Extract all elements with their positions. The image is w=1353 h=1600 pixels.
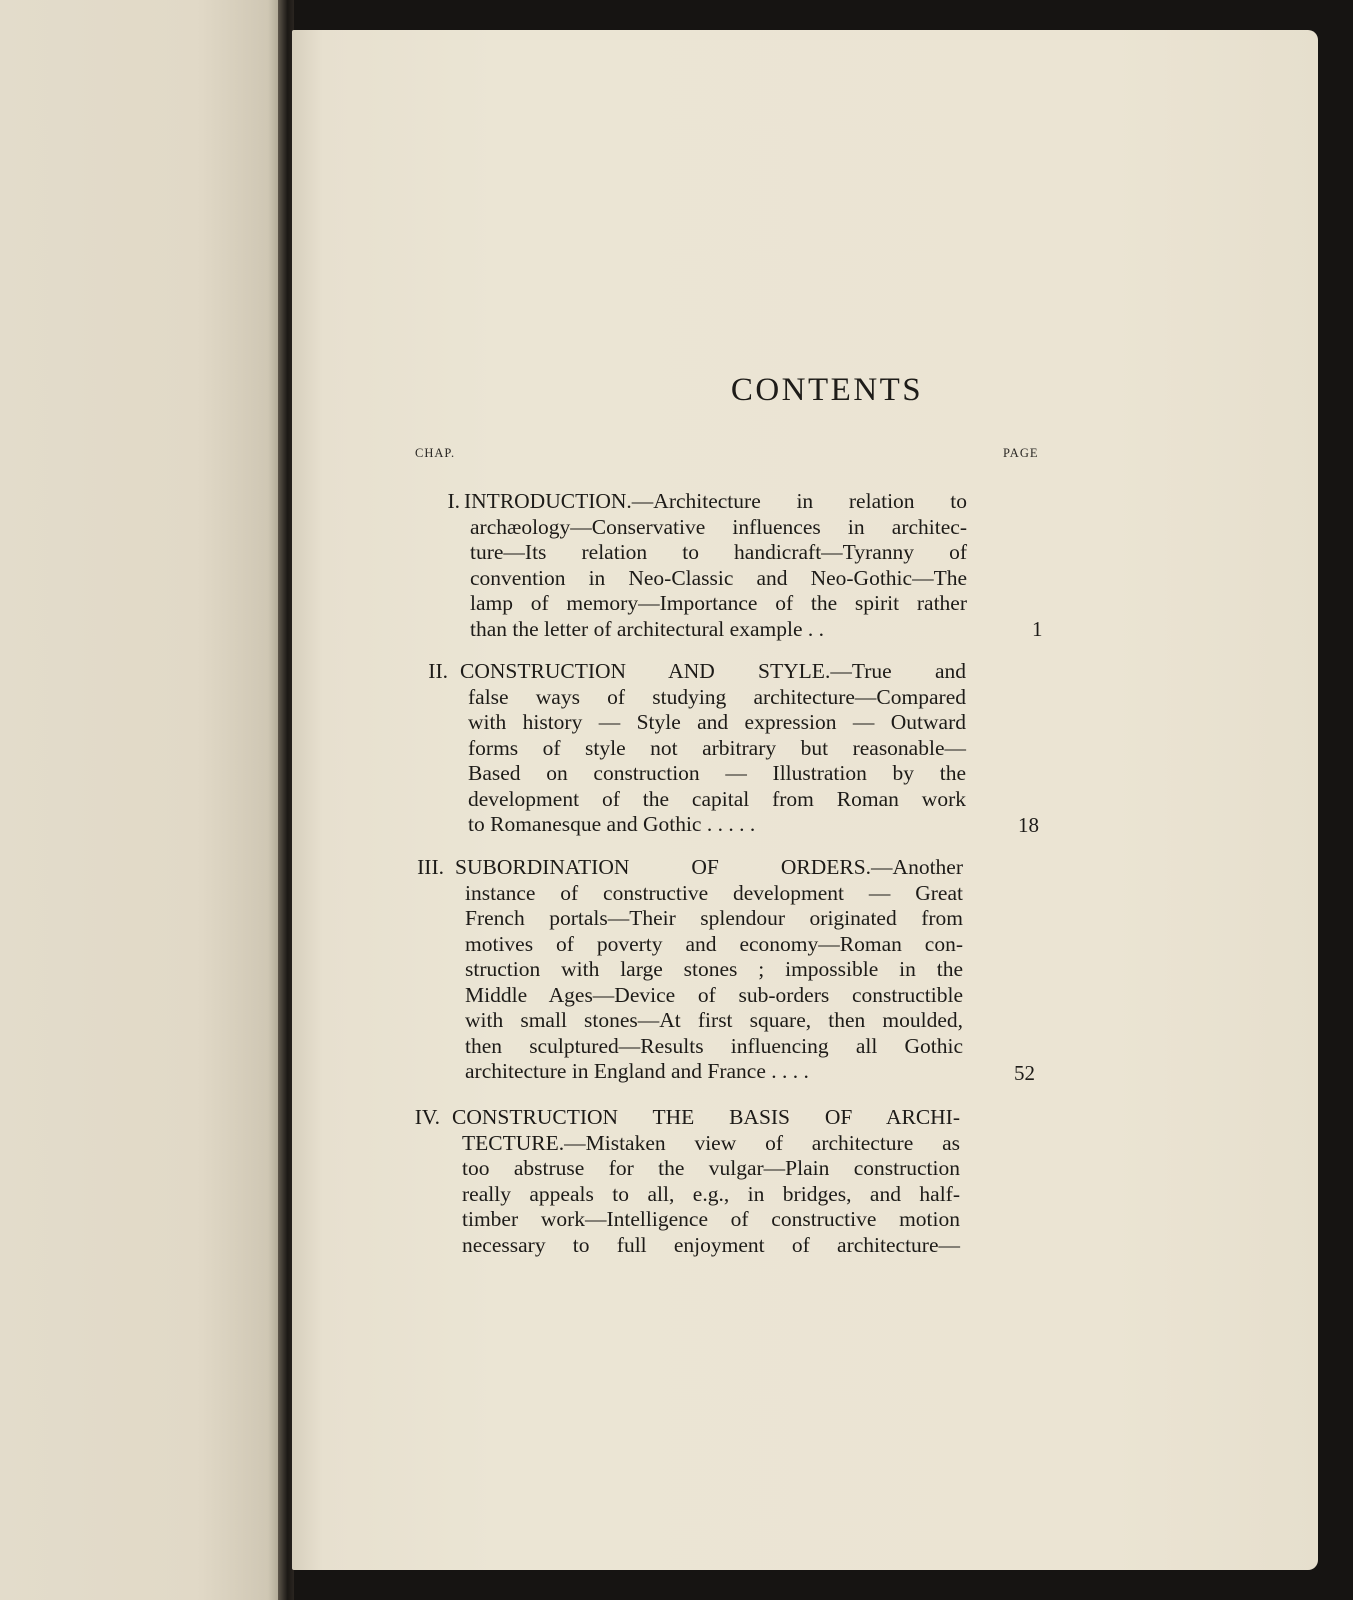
chapter-line: false ways of studying architecture—Compared <box>468 684 966 709</box>
chapter-line: timber work—Intelligence of constructive motion <box>462 1207 960 1231</box>
chapter-page-number: 18 <box>1018 813 1039 837</box>
right-page <box>292 30 1318 1570</box>
chapter-line: CONSTRUCTION AND STYLE.—True and <box>460 659 966 683</box>
chapter-line: convention in Neo-Classic and Neo-Gothic—The <box>470 565 967 590</box>
chapter-line: necessary to full enjoyment of architecture— <box>462 1232 960 1257</box>
chapter-line: CONSTRUCTION THE BASIS OF ARCHI- <box>452 1105 960 1129</box>
chapter-line: to Romanesque and Gothic . . . . . <box>468 812 756 836</box>
chapter-numeral: IV. <box>414 1105 440 1129</box>
chapter-description <box>464 489 967 642</box>
contents-heading: CONTENTS <box>730 372 924 408</box>
chapter-page-number: 52 <box>1014 1061 1035 1085</box>
chapter-line: really appeals to all, e.g., in bridges, and half- <box>462 1181 960 1206</box>
chapter-line: than the letter of architectural example . . <box>470 616 824 641</box>
chapter-line: ture—Its relation to handicraft—Tyranny of <box>470 540 967 564</box>
chapter-line: too abstruse for the vulgar—Plain construction <box>462 1156 960 1180</box>
chapter-line: lamp of memory—Importance of the spirit rather <box>470 591 967 615</box>
chapter-line: Based on construction — Illustration by the <box>468 761 966 785</box>
chapter-description <box>460 659 966 838</box>
chapter-line: French portals—Their splendour originated from <box>465 906 963 930</box>
chapter-line: TECTURE.—Mistaken view of architecture as <box>462 1130 960 1155</box>
chapter-numeral: I. <box>447 489 460 513</box>
page-column-label: PAGE <box>1003 446 1039 460</box>
chapter-description <box>455 855 963 1085</box>
chapter-numeral: III. <box>417 855 444 879</box>
left-page <box>0 0 282 1600</box>
chapter-line: development of the capital from Roman work <box>468 786 966 811</box>
chapter-numeral: II. <box>428 659 448 683</box>
chapter-line: instance of constructive development — Great <box>465 880 963 905</box>
chapter-line: struction with large stones ; impossible in the <box>465 957 963 981</box>
chapter-page-number: 1 <box>1032 617 1043 641</box>
chapter-line: architecture in England and France . . . . <box>465 1059 809 1083</box>
chapter-line: INTRODUCTION.—Architecture in relation to <box>464 489 967 513</box>
chapter-line: SUBORDINATION OF ORDERS.—Another <box>455 855 963 879</box>
chapter-line: with small stones—At first square, then moulded, <box>465 1008 963 1032</box>
chapter-line: motives of poverty and economy—Roman con- <box>465 931 963 956</box>
chapter-line: with history — Style and expression — Outward <box>468 710 966 734</box>
chapter-line: archæology—Conservative influences in architec- <box>470 514 967 539</box>
chapter-description <box>452 1105 960 1258</box>
chapter-line: then sculptured—Results influencing all Gothic <box>465 1033 963 1058</box>
chapter-line: Middle Ages—Device of sub-orders constructible <box>465 982 963 1007</box>
chap-column-label: CHAP. <box>415 446 456 460</box>
chapter-line: forms of style not arbitrary but reasonable— <box>468 735 966 760</box>
